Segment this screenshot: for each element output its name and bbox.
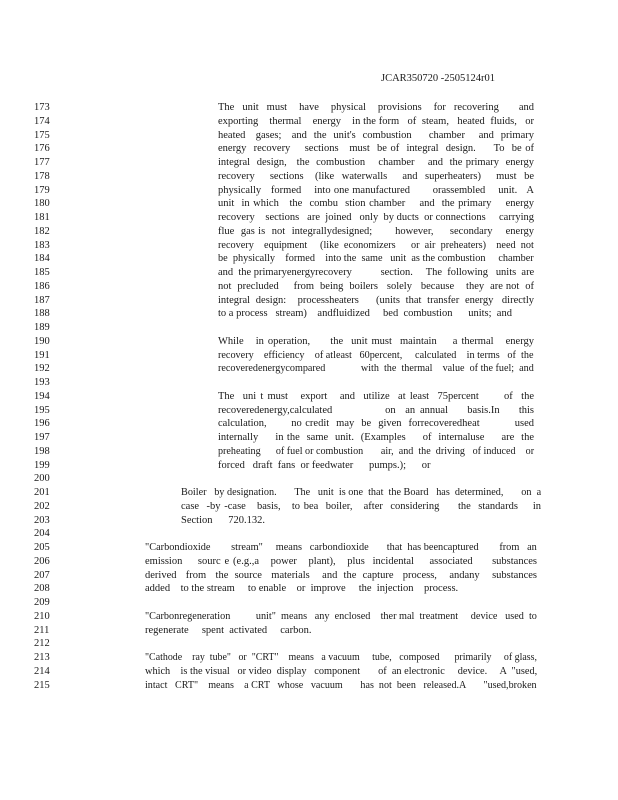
line-number: 213 bbox=[34, 652, 50, 663]
line-number: 186 bbox=[34, 280, 50, 292]
line-number: 196 bbox=[34, 418, 50, 430]
line-text: unit in which the combu stion chamber and the primary energy bbox=[218, 198, 534, 210]
line-text: The uni t must export and utilize at least 75percent of the bbox=[218, 390, 534, 402]
line-number: 193 bbox=[34, 377, 50, 388]
line-text: While in operation, the unit must maintain a thermal energy bbox=[218, 335, 534, 347]
line-text: heated gases; and the unit's combustion chamber and primary bbox=[218, 129, 534, 141]
line-number: 201 bbox=[34, 487, 50, 498]
line-text: recovery sections (like waterwalls and superheaters) must be bbox=[218, 170, 534, 182]
line-number: 199 bbox=[34, 459, 50, 471]
line-number: 195 bbox=[34, 404, 50, 416]
line-text: physically formed into one manufactured orassembled unit. A bbox=[218, 184, 534, 196]
line-number: 207 bbox=[34, 569, 50, 581]
line-number: 179 bbox=[34, 184, 50, 196]
line-number: 189 bbox=[34, 322, 50, 333]
line-number: 203 bbox=[34, 514, 50, 526]
line-number: 208 bbox=[34, 583, 50, 595]
line-text: forced draft fans or feedwater pumps.); or bbox=[218, 459, 431, 471]
line-text: Section 720.132. bbox=[181, 514, 265, 526]
line-text: which is the visual or video display component of an electronic device. A "used, bbox=[145, 665, 538, 677]
line-number: 187 bbox=[34, 294, 50, 306]
line-text: internally in the same unit. (Examples of internaluse are the bbox=[218, 432, 534, 443]
line-number: 212 bbox=[34, 638, 50, 650]
line-number: 182 bbox=[34, 225, 50, 237]
line-text: energy recovery sections must be of integral design. To be of bbox=[218, 143, 534, 155]
line-text: exporting thermal energy in the form of steam, heated fluids, or bbox=[218, 115, 534, 127]
line-number: 202 bbox=[34, 500, 50, 512]
line-number: 174 bbox=[34, 115, 50, 127]
line-number: 178 bbox=[34, 170, 50, 182]
line-text: The unit must have physical provisions for recovering and bbox=[218, 102, 534, 113]
line-number: 200 bbox=[34, 473, 50, 485]
line-number: 215 bbox=[34, 679, 50, 691]
line-number: 210 bbox=[34, 610, 50, 622]
line-number: 176 bbox=[34, 143, 50, 155]
line-number: 185 bbox=[34, 267, 50, 278]
line-text: calculation, no credit may be given forrecoveredheat used bbox=[218, 418, 534, 430]
line-text: emission sourc e (e.g.,a power plant), plus incidental associated substances bbox=[145, 555, 537, 567]
line-text: integral design: processheaters (units that transfer energy directly bbox=[218, 294, 534, 306]
line-number: 205 bbox=[34, 542, 50, 553]
line-text: case -by -case basis, to bea boiler, after considering the standards in bbox=[181, 500, 541, 512]
line-text: "Carbondioxide stream" means carbondioxide that has beencaptured from an bbox=[145, 542, 537, 553]
line-text: not precluded from being boilers solely because they are not of bbox=[218, 280, 534, 292]
line-text: recoveredenergycompared with the thermal value of the fuel; and bbox=[218, 363, 534, 375]
line-text: recovery equipment (like economizers or air preheaters) need not bbox=[218, 239, 534, 251]
line-number: 188 bbox=[34, 308, 50, 320]
line-text: regenerate spent activated carbon. bbox=[145, 624, 312, 636]
line-number: 211 bbox=[34, 624, 50, 636]
line-number: 192 bbox=[34, 363, 50, 375]
line-number: 184 bbox=[34, 253, 50, 265]
line-text: to a process stream) andfluidized bed combustion units; and bbox=[218, 308, 512, 320]
line-text: intact CRT" means a CRT whose vacuum has not been released.A "used,broken bbox=[145, 679, 537, 691]
line-text: recovery efficiency of atleast 60percent, calculated in terms of the bbox=[218, 349, 534, 361]
line-number: 173 bbox=[34, 102, 50, 113]
line-number: 175 bbox=[34, 129, 50, 141]
line-text: recovery sections are joined only by ducts or connections carrying bbox=[218, 212, 534, 223]
line-text: "Cathode ray tube" or "CRT" means a vacuum tube, composed primarily of glass, bbox=[145, 652, 538, 663]
line-number: 198 bbox=[34, 445, 50, 457]
line-number: 180 bbox=[34, 198, 50, 210]
line-number: 181 bbox=[34, 212, 50, 223]
line-number: 190 bbox=[34, 335, 50, 347]
line-text: derived from the source materials and the capture process, andany substances bbox=[145, 569, 537, 581]
line-number: 214 bbox=[34, 665, 50, 677]
line-text: recoveredenergy,calculated on an annual basis.In this bbox=[218, 404, 534, 416]
line-number: 206 bbox=[34, 555, 50, 567]
line-text: integral design, the combustion chamber and the primary energy bbox=[218, 157, 534, 168]
line-number: 183 bbox=[34, 239, 50, 251]
line-text: Boiler by designation. The unit is one that the Board has determined, on a bbox=[181, 487, 542, 498]
line-text: be physically formed into the same unit as the combustion chamber bbox=[218, 253, 534, 265]
line-number: 209 bbox=[34, 597, 50, 608]
line-text: added to the stream to enable or improve the injection process. bbox=[145, 583, 459, 595]
line-text: flue gas is not integrallydesigned; however, secondary energy bbox=[218, 225, 534, 237]
line-text: preheating of fuel or combustion air, and the driving of induced or bbox=[218, 445, 535, 457]
document-header: JCAR350720 -2505124r01 bbox=[381, 73, 496, 84]
line-number: 177 bbox=[34, 157, 50, 168]
line-text: and the primaryenergyrecovery section. The following units are bbox=[218, 267, 535, 278]
line-number: 191 bbox=[34, 349, 50, 361]
line-text: "Carbonregeneration unit" means any enclosed ther mal treatment device used to bbox=[145, 610, 537, 622]
line-number: 204 bbox=[34, 528, 50, 540]
line-number: 194 bbox=[34, 390, 50, 402]
line-number: 197 bbox=[34, 432, 50, 443]
